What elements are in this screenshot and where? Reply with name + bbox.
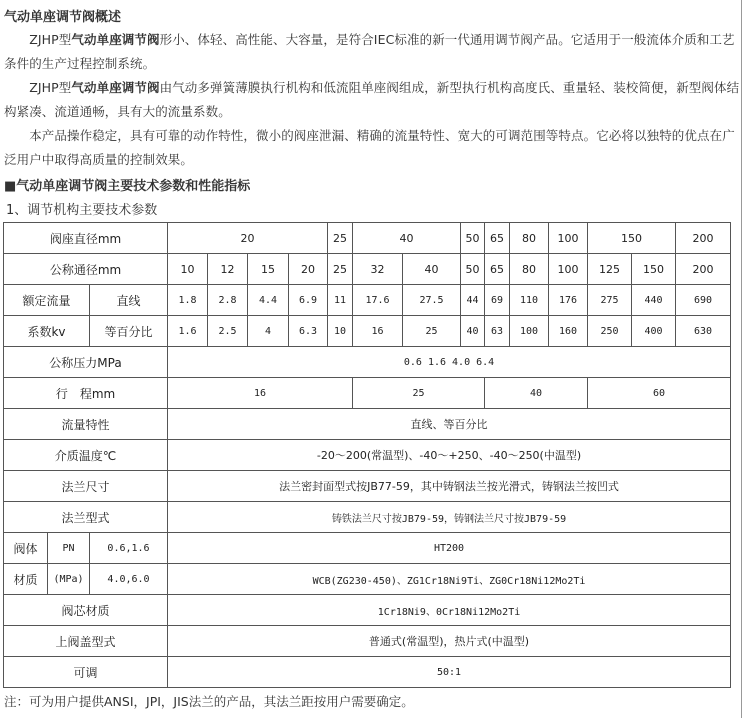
spec-table bbox=[3, 222, 731, 688]
seat-cell: 150 bbox=[588, 223, 676, 254]
linear-cell: 110 bbox=[510, 285, 549, 316]
linear-label: 直线 bbox=[90, 285, 168, 316]
spec-table-wrapper bbox=[3, 222, 731, 688]
percent-cell: 10 bbox=[328, 316, 353, 347]
linear-cell: 17.6 bbox=[353, 285, 403, 316]
linear-cell: 176 bbox=[549, 285, 588, 316]
row-body-2 bbox=[4, 564, 731, 595]
nominal-cell: 12 bbox=[208, 254, 248, 285]
row-pressure bbox=[4, 347, 731, 378]
nominal-cell: 10 bbox=[168, 254, 208, 285]
nominal-cell: 40 bbox=[403, 254, 461, 285]
body-label-top: 阀体 bbox=[4, 533, 48, 564]
linear-cell: 44 bbox=[461, 285, 485, 316]
row-flow-char bbox=[4, 409, 731, 440]
intro-paragraph-3 bbox=[4, 124, 742, 172]
seat-cell: 20 bbox=[168, 223, 328, 254]
subsection-heading: 1、调节机构主要技术参数 bbox=[6, 203, 158, 218]
linear-cell: 4.4 bbox=[248, 285, 289, 316]
row-temp bbox=[4, 440, 731, 471]
temp-value: -20～200(常温型)、-40～+250、-40～250(中温型) bbox=[168, 440, 731, 471]
row-stroke bbox=[4, 378, 731, 409]
nominal-cell: 20 bbox=[289, 254, 328, 285]
stroke-cell: 16 bbox=[168, 378, 353, 409]
body-pn-1: 0.6,1.6 bbox=[90, 533, 168, 564]
range-label: 可调 bbox=[4, 657, 168, 688]
nominal-label: 公称通径mm bbox=[4, 254, 168, 285]
nominal-cell: 100 bbox=[549, 254, 588, 285]
kv-label-top: 额定流量 bbox=[4, 285, 90, 316]
row-kv-percent bbox=[4, 316, 731, 347]
p1-bold: 气动单座调节阀 bbox=[71, 32, 160, 47]
seat-cell: 80 bbox=[510, 223, 549, 254]
bonnet-label: 上阀盖型式 bbox=[4, 626, 168, 657]
percent-cell: 160 bbox=[549, 316, 588, 347]
linear-cell: 1.8 bbox=[168, 285, 208, 316]
percent-cell: 100 bbox=[510, 316, 549, 347]
kv-label-bottom: 系数kv bbox=[4, 316, 90, 347]
p3-text: 本产品操作稳定，具有可靠的动作特性，微小的阀座泄漏、精确的流量特性、宽大的可调范围等特点。它必将以独特的优点在广泛用户中取得高质量的控制效果。 bbox=[4, 128, 735, 167]
stroke-label: 行 程mm bbox=[4, 378, 168, 409]
seat-cell: 100 bbox=[549, 223, 588, 254]
seat-cell: 50 bbox=[461, 223, 485, 254]
nominal-cell: 200 bbox=[676, 254, 731, 285]
nominal-cell: 125 bbox=[588, 254, 632, 285]
flange-size-value: 法兰密封面型式按JB77-59，其中铸钢法兰按光滑式，铸钢法兰按凹式 bbox=[168, 471, 731, 502]
row-kv-linear bbox=[4, 285, 731, 316]
flange-type-label: 法兰型式 bbox=[4, 502, 168, 533]
nominal-cell: 65 bbox=[485, 254, 510, 285]
linear-cell: 27.5 bbox=[403, 285, 461, 316]
p2-rest: 由气动多弹簧薄膜执行机构和低流阻单座阀组成，新型执行机构高度氏、重量轻、装校简便，新型阀体结构紧凑、流道通畅，具有大的流量系数。 bbox=[4, 80, 740, 119]
percent-cell: 16 bbox=[353, 316, 403, 347]
linear-cell: 275 bbox=[588, 285, 632, 316]
flange-size-label: 法兰尺寸 bbox=[4, 471, 168, 502]
nominal-cell: 80 bbox=[510, 254, 549, 285]
stroke-cell: 25 bbox=[353, 378, 485, 409]
percent-cell: 25 bbox=[403, 316, 461, 347]
stroke-cell: 60 bbox=[588, 378, 731, 409]
pressure-value: 0.6 1.6 4.0 6.4 bbox=[168, 347, 731, 378]
row-core bbox=[4, 595, 731, 626]
footnote: 注：可为用户提供ANSI，JPI，JIS法兰的产品，其法兰距按用户需要确定。 bbox=[4, 694, 414, 709]
intro-paragraph-2 bbox=[4, 76, 742, 124]
percent-cell: 4 bbox=[248, 316, 289, 347]
row-nominal bbox=[4, 254, 731, 285]
p1-rest: 形小、体轻、高性能、大容量，是符合IEC标准的新一代通用调节阀产品。它适用于一般流体介质和工艺条件的生产过程控制系统。 bbox=[4, 32, 735, 71]
percent-cell: 250 bbox=[588, 316, 632, 347]
intro-paragraph-1 bbox=[4, 28, 742, 76]
row-body-1 bbox=[4, 533, 731, 564]
seat-label: 阀座直径mm bbox=[4, 223, 168, 254]
percent-cell: 400 bbox=[632, 316, 676, 347]
linear-cell: 69 bbox=[485, 285, 510, 316]
row-range bbox=[4, 657, 731, 688]
nominal-cell: 150 bbox=[632, 254, 676, 285]
row-seat bbox=[4, 223, 731, 254]
stroke-cell: 40 bbox=[485, 378, 588, 409]
nominal-cell: 32 bbox=[353, 254, 403, 285]
p1-lead: ZJHP型 bbox=[29, 32, 72, 47]
percent-cell: 40 bbox=[461, 316, 485, 347]
row-bonnet bbox=[4, 626, 731, 657]
percent-cell: 63 bbox=[485, 316, 510, 347]
nominal-cell: 25 bbox=[328, 254, 353, 285]
seat-cell: 25 bbox=[328, 223, 353, 254]
nominal-cell: 50 bbox=[461, 254, 485, 285]
p2-lead: ZJHP型 bbox=[29, 80, 72, 95]
body-material-1: HT200 bbox=[168, 533, 731, 564]
linear-cell: 440 bbox=[632, 285, 676, 316]
temp-label: 介质温度℃ bbox=[4, 440, 168, 471]
pressure-label: 公称压力MPa bbox=[4, 347, 168, 378]
seat-cell: 65 bbox=[485, 223, 510, 254]
core-value: 1Cr18Ni9、0Cr18Ni12Mo2Ti bbox=[168, 595, 731, 626]
row-flange-type bbox=[4, 502, 731, 533]
percent-cell: 630 bbox=[676, 316, 731, 347]
core-label: 阀芯材质 bbox=[4, 595, 168, 626]
seat-cell: 200 bbox=[676, 223, 731, 254]
percent-cell: 1.6 bbox=[168, 316, 208, 347]
seat-cell: 40 bbox=[353, 223, 461, 254]
linear-cell: 6.9 bbox=[289, 285, 328, 316]
pn-label: PN bbox=[48, 533, 90, 564]
flow-char-value: 直线、等百分比 bbox=[168, 409, 731, 440]
mpa-label: (MPa) bbox=[48, 564, 90, 595]
percent-cell: 6.3 bbox=[289, 316, 328, 347]
flow-char-label: 流量特性 bbox=[4, 409, 168, 440]
linear-cell: 2.8 bbox=[208, 285, 248, 316]
percent-cell: 2.5 bbox=[208, 316, 248, 347]
nominal-cell: 15 bbox=[248, 254, 289, 285]
linear-cell: 11 bbox=[328, 285, 353, 316]
body-pn-2: 4.0,6.0 bbox=[90, 564, 168, 595]
section-heading: ■气动单座调节阀主要技术参数和性能指标 bbox=[4, 179, 251, 194]
body-label-bottom: 材质 bbox=[4, 564, 48, 595]
page-title: 气动单座调节阀概述 bbox=[4, 10, 122, 25]
bonnet-value: 普通式(常温型)，热片式(中温型) bbox=[168, 626, 731, 657]
body-material-2: WCB(ZG230-450)、ZG1Cr18Ni9Ti、ZG0Cr18Ni12Mo2Ti bbox=[168, 564, 731, 595]
range-value: 50:1 bbox=[168, 657, 731, 688]
percent-label: 等百分比 bbox=[90, 316, 168, 347]
linear-cell: 690 bbox=[676, 285, 731, 316]
flange-type-value: 铸铁法兰尺寸按JB79-59，铸钢法兰尺寸按JB79-59 bbox=[168, 502, 731, 533]
p2-bold: 气动单座调节阀 bbox=[71, 80, 160, 95]
row-flange-size bbox=[4, 471, 731, 502]
